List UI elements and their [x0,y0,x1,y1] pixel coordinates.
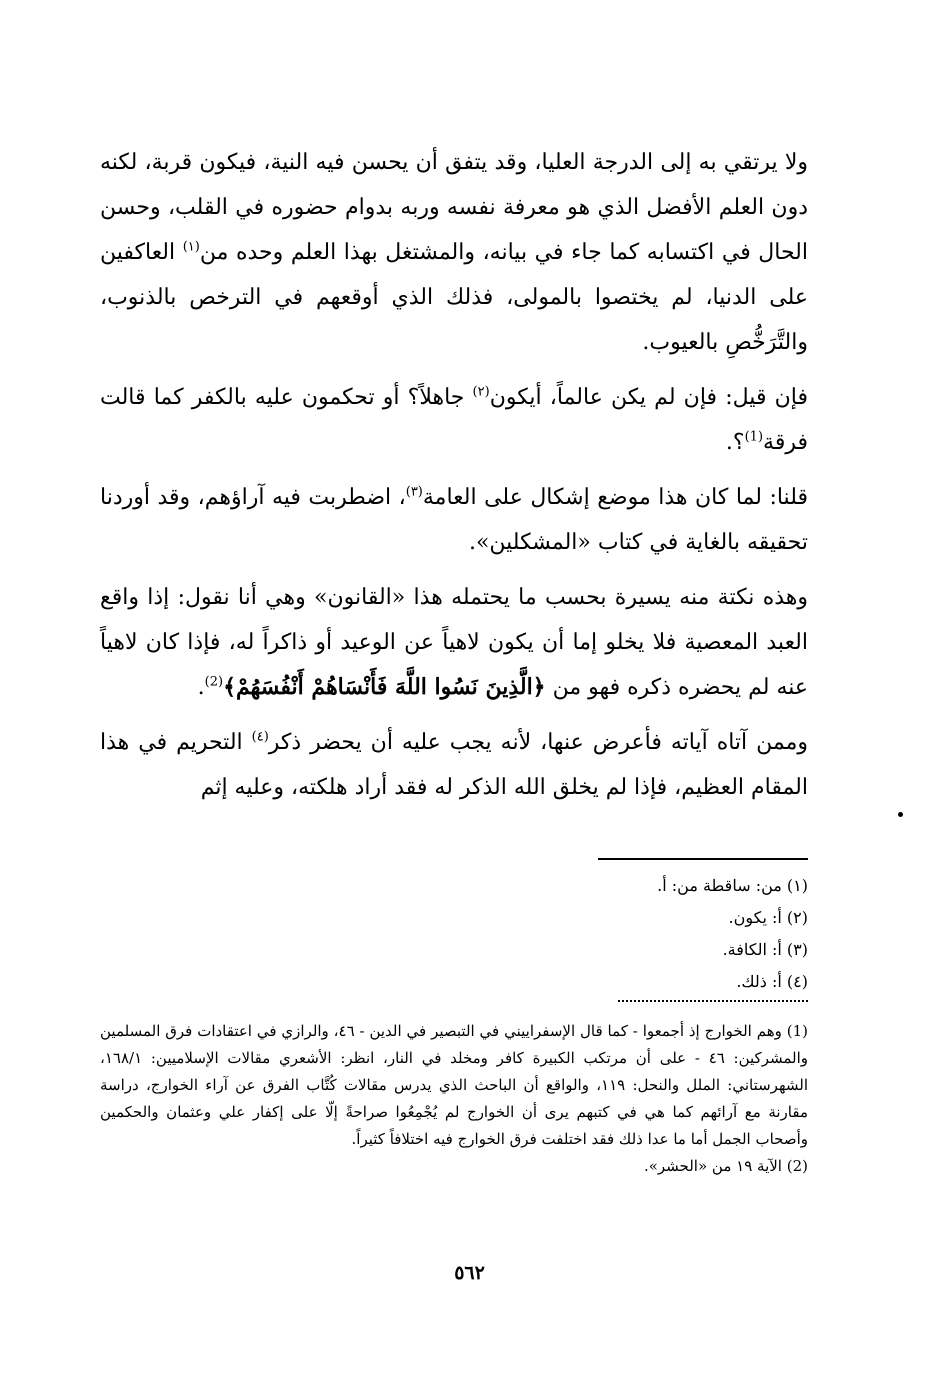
paragraph-2 [100,375,808,465]
quran-verse: ﴿الَّذِينَ نَسُوا اللَّهَ فَأَنْسَاهُمْ أَنْفُسَهُمْ﴾ [223,674,546,700]
variant-footnote: (٤) أ: ذلك. [736,972,808,991]
footnote-ref: (2) [204,674,224,690]
paragraph-2-end: ؟. [725,430,745,455]
editor-footnotes [100,1018,808,1180]
page-number: ٥٦٢ [454,1262,485,1284]
editor-footnote: (1) وهم الخوارج إذ أجمعوا - كما قال الإسفراييني في التبصير في الدين - ٤٦، والرازي في اعتقادات فرق المسلمين والمشركين: ٤٦ - على أن مرتكب الكبيرة كافر ومخلد في النار، انظر: الأشعري مقالات الإسلاميين: ١٦٨/١، الشهرستاني: الملل والنحل: ١١٩، والواقع أن الباحث الذي يدرس مقالات كُتَّاب الفرق عن آراء الخوارج، دراسة مقارنة مع آرائهم كما هي في كتبهم يرى أن الخوارج لم يُجْمِعُوا صراحةً إلّا على إكفار علي وعثمان والحكمين وأصحاب الجمل أما ما عدا ذلك فقد اختلفت فرق الخوارج فيه اختلافاً كثيراً. [100,1022,809,1148]
footnote-divider [598,858,808,860]
footnote-ref: (٢) [472,384,490,400]
paragraph-1-text: ولا يرتقي به إلى الدرجة العليا، وقد يتفق أن يحسن فيه النية، فيكون قربة، لكنه دون العلم الأفضل الذي هو معرفة نفسه وربه بدوام حضوره في القلب، وحسن الحال في اكتسابه كما جاء في بيانه، والمشتغل بهذا العلم وحده من [100,150,808,265]
margin-mark [898,812,903,817]
paragraph-1 [100,140,808,365]
variant-footnotes [480,870,808,998]
paragraph-2-text-b: جاهلاً؟ أو تحكمون عليه بالكفر كما قالت فرقة [100,385,808,455]
footnote-ref: (٣) [405,484,423,500]
paragraph-5-text: وممن آتاه آياته فأعرض عنها، لأنه يجب عليه أن يحضر ذكر [268,730,809,755]
paragraph-3-text-b: ، اضطربت فيه آراؤهم، وقد أوردنا تحقيقه بالغاية في كتاب «المشكلين». [100,485,808,555]
variant-footnote: (٢) أ: يكون. [728,908,808,927]
main-text [100,140,808,820]
paragraph-4-text: وهذه نكتة منه يسيرة بحسب ما يحتمله هذا «القانون» وهي أنا نقول: إذا واقع العبد المعصية فلا يخلو إما أن يكون لاهياً عن الوعيد أو ذاكراً له، فإذا كان لاهياً عنه لم يحضره ذكره فهو من [100,585,808,700]
variant-footnote: (١) من: ساقطة من: أ. [657,876,808,895]
paragraph-3-text: قلنا: لما كان هذا موضع إشكال على العامة [422,485,808,510]
paragraph-2-text: فإن قيل: فإن لم يكن عالماً، أيكون [489,385,808,410]
paragraph-1-rest: العاكفين على الدنيا، لم يختصوا بالمولى، فذلك الذي أوقعهم في الترخص بالذنوب، والتَّرَخُّصِ بالعيوب. [100,240,808,355]
footnote-ref: (٤) [251,729,269,745]
paragraph-4 [100,575,808,710]
paragraph-5-text-b: التحريم في هذا المقام العظيم، فإذا لم يخلق الله الذكر له فقد أراد هلكته، وعليه إثم [100,730,808,800]
paragraph-5 [100,720,808,810]
paragraph-4-end: . [197,675,205,700]
footnote-ref: (١) [182,239,200,255]
paragraph-3 [100,475,808,565]
dotted-divider [618,1000,808,1002]
variant-footnote: (٣) أ: الكافة. [722,940,808,959]
footnote-ref: (1) [744,429,764,445]
editor-footnote: (2) الآية ١٩ من «الحشر». [643,1157,808,1175]
